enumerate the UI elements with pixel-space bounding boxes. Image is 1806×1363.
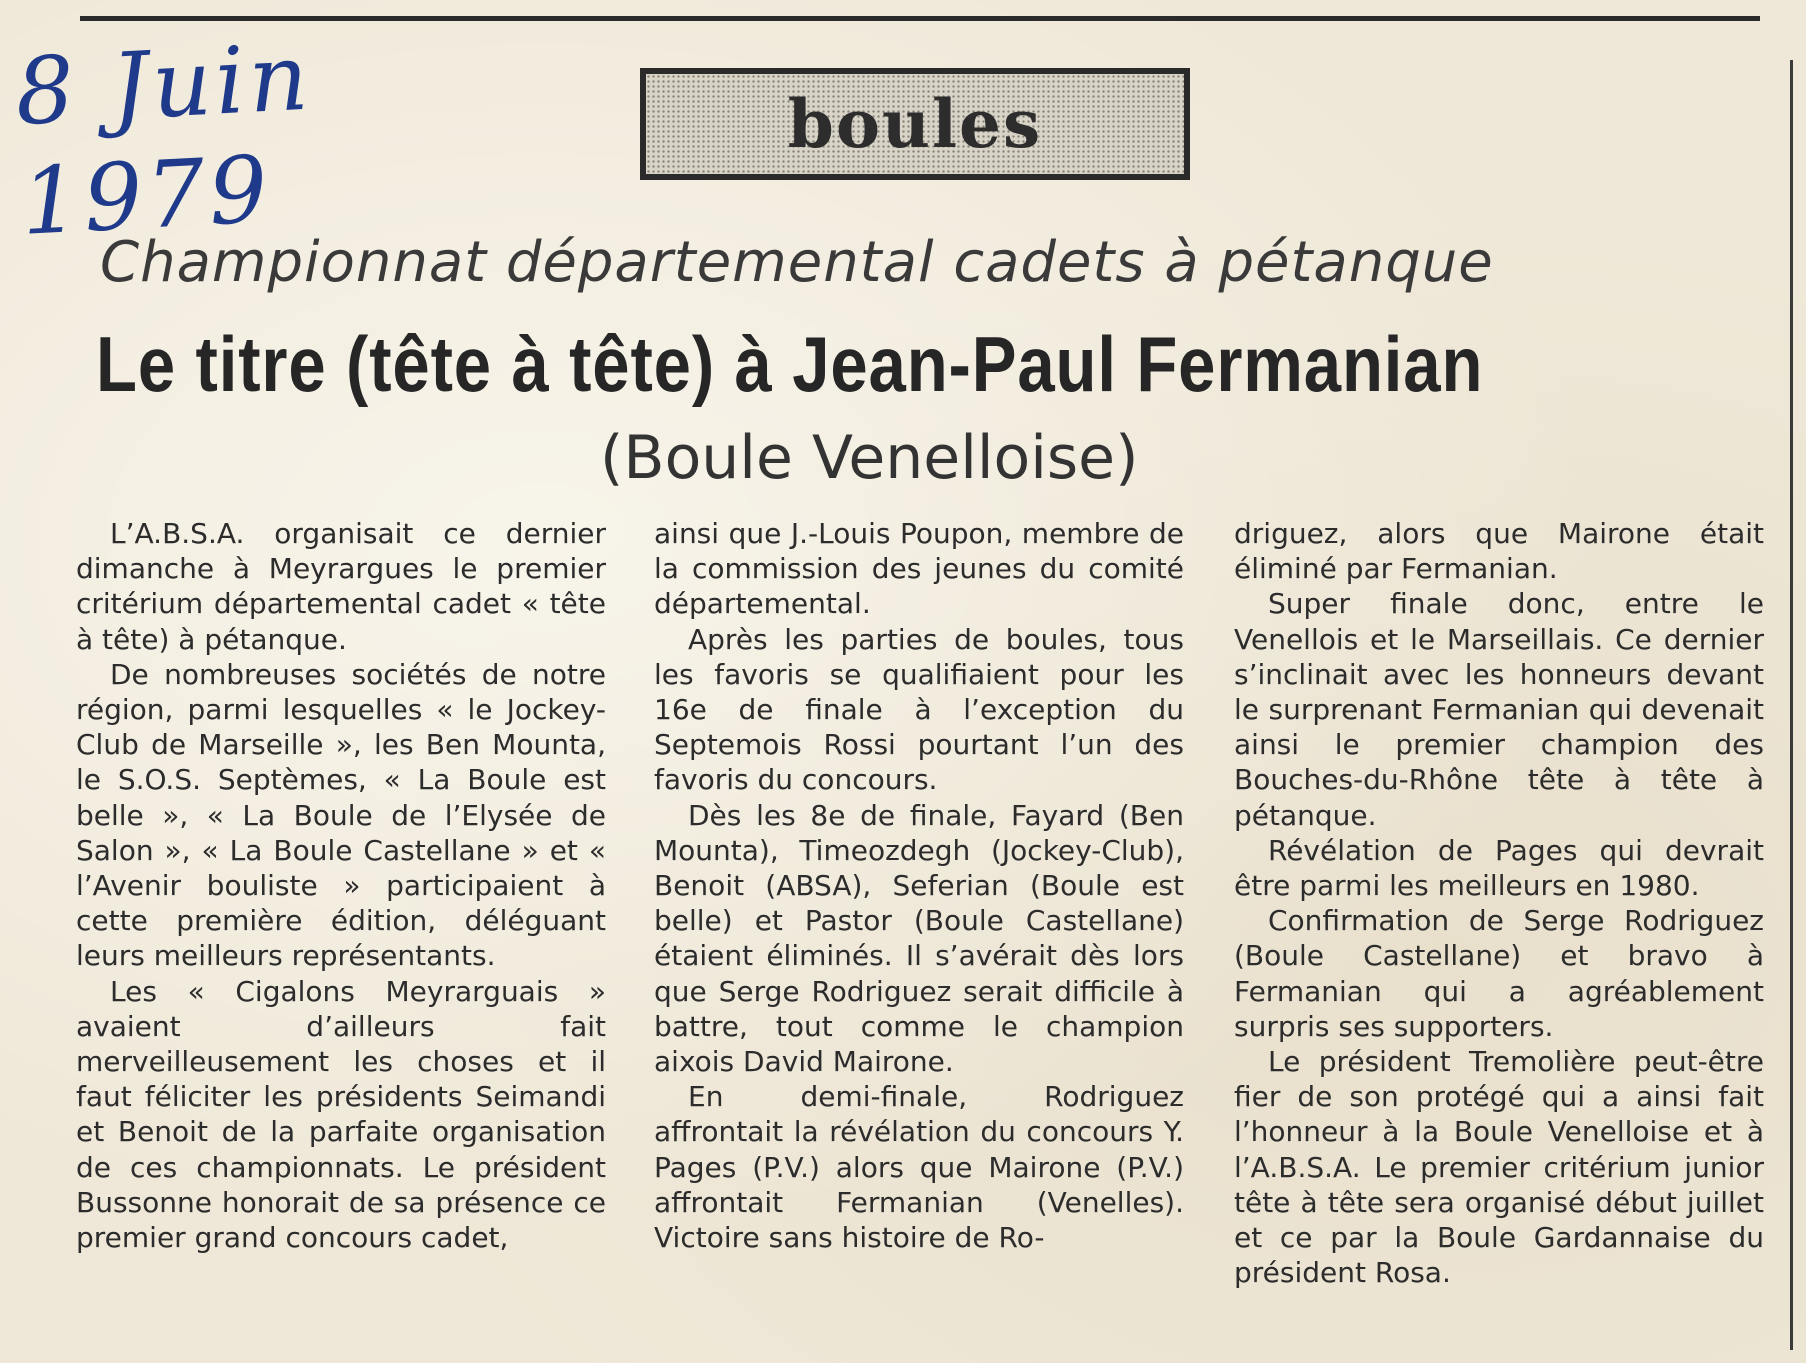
rubric-box <box>640 68 1190 180</box>
rubric-label: boules <box>787 85 1043 163</box>
headline-suffix: (Boule Venelloise) <box>600 423 1139 493</box>
article-paragraph: L’A.B.S.A. organisait ce dernier dimanche à Meyrargues le premier critérium départemental cadet « tête à tête) à pétanque. <box>76 517 606 656</box>
headline: Le titre (tête à tête) à Jean-Paul Fermanian <box>96 320 1484 408</box>
article-paragraph: Après les parties de boules, tous les favoris se qualifiaient pour les 16e de finale à l’exception du Septemois Rossi pourtant l’un des favoris du concours. <box>654 622 1184 797</box>
article-paragraph: Le président Tremolière peut-être fier de son protégé qui a ainsi fait l’honneur à la Boule Venelloise et à l’A.B.S.A. Le premier critérium junior tête à tête sera organisé début juillet et ce par la Boule Gardannaise du président Rosa. <box>1234 1045 1764 1290</box>
article-paragraph: Révélation de Pages qui devrait être parmi les meilleurs en 1980. <box>1234 833 1764 903</box>
article-paragraph: Super finale donc, entre le Venellois et le Marseillais. Ce dernier s’inclinait avec les honneurs devant le surprenant Fermanian qui devenait ainsi le premier champion des Bouches-du-Rhône tête à tête à pétanque. <box>1234 587 1764 832</box>
article-paragraph: De nombreuses sociétés de notre région, parmi lesquelles « le Jockey-Club de Marseille », les Ben Mounta, le S.O.S. Septèmes, « La Boule est belle », « La Boule de l’Elysée de Salon », « La Boule Castellane » et « l’Avenir bouliste » participaient à cette première édition, déléguant leurs meilleurs représentants. <box>76 657 606 973</box>
right-rule <box>1790 60 1793 1350</box>
article-paragraph: En demi-finale, Rodriguez affrontait la révélation du concours Y. Pages (P.V.) alors que Mairone (P.V.) affrontait Fermanian (Venelles). Victoire sans histoire de Ro- <box>654 1080 1184 1255</box>
article-paragraph: ainsi que J.-Louis Poupon, membre de la commission des jeunes du comité départemental. <box>654 517 1184 621</box>
article-paragraph: Dès les 8e de finale, Fayard (Ben Mounta), Timeozdegh (Jockey-Club), Benoit (ABSA), Seferian (Boule est belle) et Pastor (Boule Castellane) étaient éliminés. Il s’avérait dès lors que Serge Rodriguez serait difficile à battre, tout comme le champion aixois David Mairone. <box>654 798 1184 1079</box>
article-paragraph: Les « Cigalons Meyrarguais » avaient d’ailleurs fait merveilleusement les choses et il faut féliciter les présidents Seimandi et Benoit de la parfaite organisation de ces championnats. Le président Bussonne honorait de sa présence ce premier grand concours cadet, <box>76 974 606 1255</box>
article-body <box>76 516 1766 1316</box>
article-paragraph: driguez, alors que Mairone était éliminé par Fermanian. <box>1234 517 1764 586</box>
handwritten-date: 8 Juin 1979 <box>12 23 315 256</box>
top-rule <box>80 16 1760 21</box>
article-column-3 <box>1234 516 1764 1290</box>
subhead: Championnat départemental cadets à pétanque <box>100 230 1494 295</box>
article-paragraph: Confirmation de Serge Rodriguez (Boule Castellane) et bravo à Fermanian qui a agréablement surpris ses supporters. <box>1234 904 1764 1043</box>
article-column-1 <box>76 516 606 1255</box>
article-column-2 <box>654 516 1184 1255</box>
